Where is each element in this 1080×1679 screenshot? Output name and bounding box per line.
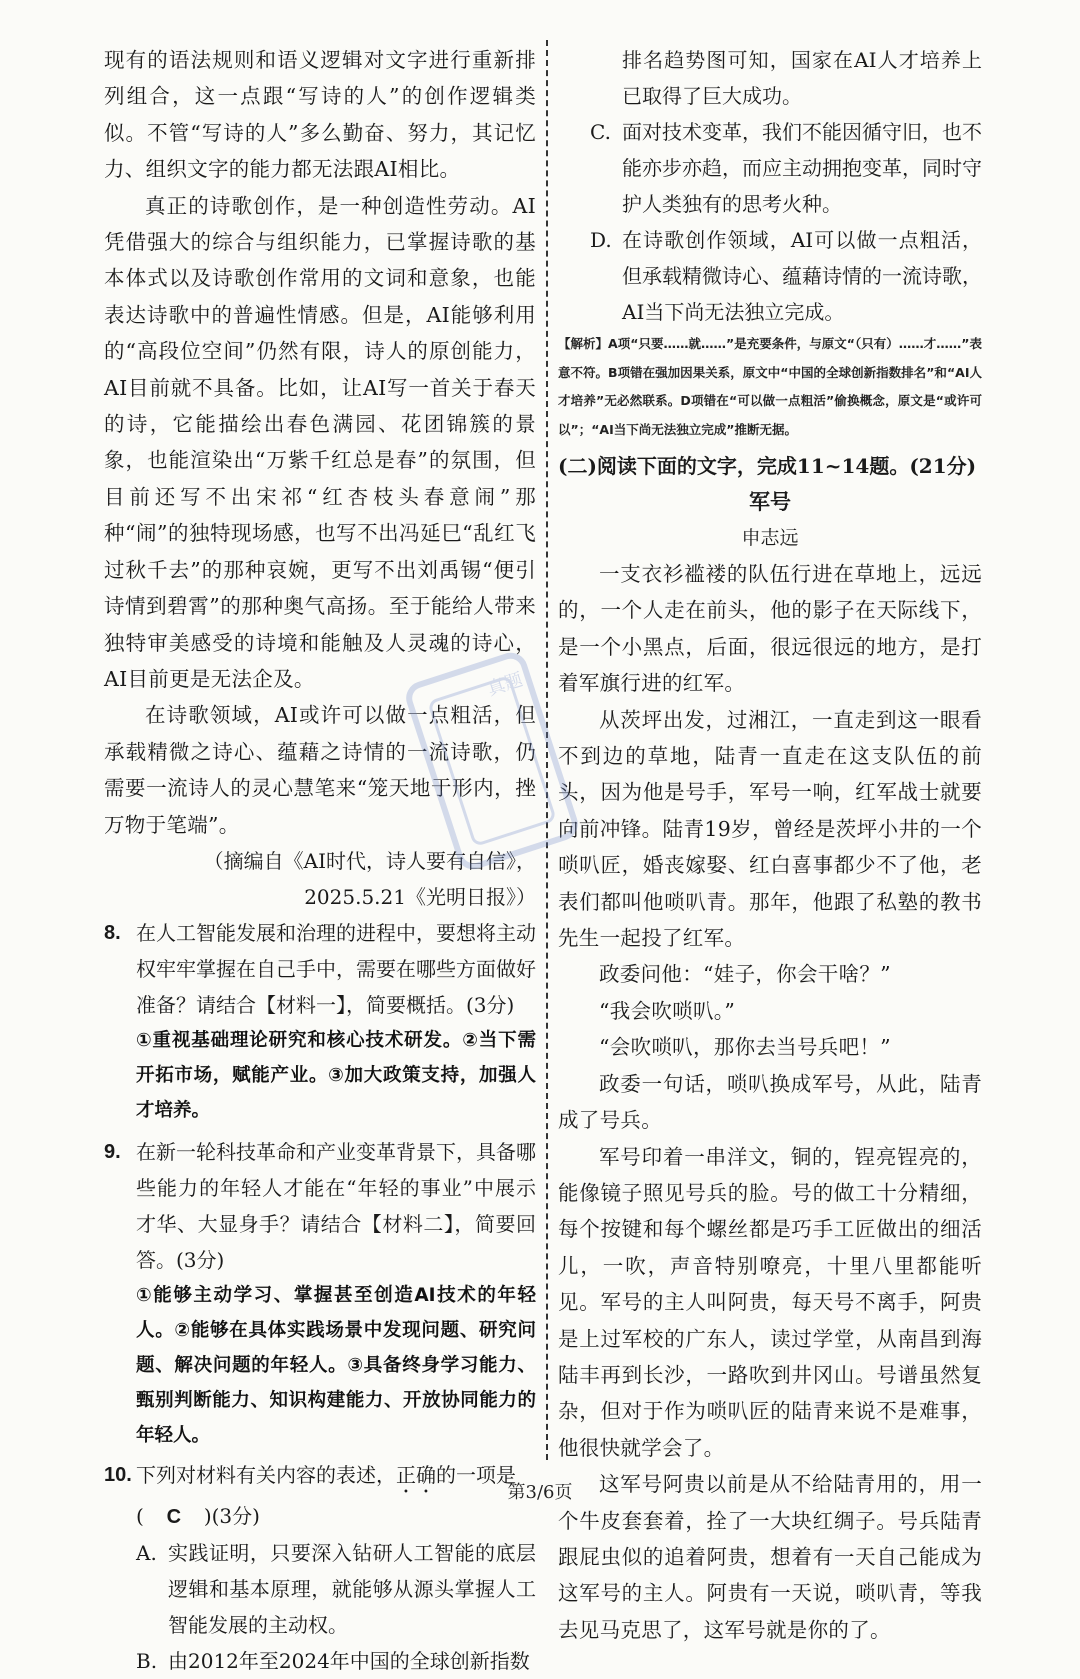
- answer-bracket-open: (: [136, 1503, 144, 1528]
- option-b-text: 由2012年至2024年中国的全球创新指数: [168, 1648, 530, 1673]
- answer-analysis: 【解析】A项“只要……就……”是充要条件，与原文“（只有）……才……”表意不符。B项错在强加因果关系，原文中“中国的全球创新指数排名”和“AI人才培养”无必然联系。D项错在“可以做一点粗活”偷换概念，原文是“或许可以”；“AI当下尚无法独立完成”推断无据。: [558, 336, 982, 437]
- story-paragraph-6: 政委一句话，唢叭换成军号，从此，陆青成了号兵。: [558, 1071, 982, 1133]
- question-9-answer: ①能够主动学习、掌握甚至创造AI技术的年轻人。②能够在具体实践场景中发现问题、研究问题、解决问题的年轻人。③具备终身学习能力、甄别判断能力、知识构建能力、开放协同能力的年轻人。: [136, 1284, 536, 1446]
- watermark-text: 真题: [484, 669, 526, 701]
- question-10-number: 10.: [104, 1463, 132, 1486]
- source-citation-line-1: （摘编自《AI时代，诗人要有自信》，: [203, 848, 536, 873]
- question-8-number: 8.: [104, 921, 121, 944]
- section-heading: (二)阅读下面的文字，完成11~14题。(21分): [558, 454, 977, 478]
- option-b-continued-text: 排名趋势图可知，国家在AI人才培养上已取得了巨大成功。: [622, 48, 982, 108]
- answer-choice: C: [166, 1505, 182, 1528]
- option-d: [590, 222, 982, 330]
- story-paragraph-5: “会吹唢叭，那你去当号兵吧！”: [599, 1035, 891, 1060]
- passage-paragraph-1: 现有的语法规则和语义逻辑对文字进行重新排列组合，这一点跟“写诗的人”的创作逻辑类似。不管“写诗的人”多么勤奋、努力，其记忆力、组织文字的能力都无法跟AI相比。: [104, 48, 536, 182]
- option-c-letter: C.: [590, 120, 611, 144]
- watermark-stamp-icon: [392, 646, 592, 876]
- passage-paragraph-2: 真正的诗歌创作，是一种创造性劳动。AI凭借强大的综合与组织能力，已掌握诗歌的基本体式以及诗歌创作常用的文词和意象，也能表达诗歌中的普遍性情感。但是，AI能够利用的“高段位空间”仍然有限，诗人的原创能力，AI目前就不具备。比如，让AI写一首关于春天的诗，它能描绘出春色满园、花团锦簇的景象，也能渲染出“万紫千红总是春”的氛围，但目前还写不出宋祁“红杏枝头春意闹”那种“闹”的独特现场感，也写不出冯延巳“乱红飞过秋千去”的那种哀婉，更写不出刘禹锡“便引诗情到碧霄”的那种奥气高扬。至于能给人带来独特审美感受的诗境和能触及人灵魂的诗心，AI目前更是无法企及。: [104, 193, 536, 691]
- question-9-text: 在新一轮科技革命和产业变革背景下，具备哪些能力的年轻人才能在“年轻的事业”中展示才华、大显身手？请结合【材料二】，简要回答。(3分): [136, 1139, 536, 1272]
- option-a-text: 实践证明，只要深入钻研人工智能的底层逻辑和基本原理，就能够从源头掌握人工智能发展的主动权。: [168, 1540, 536, 1637]
- question-10-emphasis: 正确: [396, 1462, 436, 1487]
- option-d-letter: D.: [590, 228, 612, 252]
- story-author: 申志远: [741, 527, 799, 549]
- question-8-text: 在人工智能发展和治理的进程中，要想将主动权牢牢掌握在自己手中，需要在哪些方面做好准备？请结合【材料一】，简要概括。(3分): [136, 920, 536, 1017]
- story-paragraph-8: 这军号阿贵以前是从不给陆青用的，用一个牛皮套套着，拴了一大块红绸子。号兵陆青跟屁虫似的追着阿贵，想着有一天自己能成为这军号的主人。阿贵有一天说，唢叭青，等我去见马克思了，这军号就是你的了。: [558, 1472, 982, 1642]
- option-d-text: 在诗歌创作领域，AI可以做一点粗活，但承载精微诗心、蕴藉诗情的一流诗歌，AI当下尚无法独立完成。: [622, 228, 982, 324]
- story-paragraph-4: “我会吹唢叭。”: [599, 998, 736, 1023]
- story-paragraph-1: 一支衣衫褴褛的队伍行进在草地上，远远的，一个人走在前头，他的影子在天际线下，是一个小黑点，后面，很远很远的地方，是打着军旗行进的红军。: [558, 562, 982, 696]
- question-8-answer: ①重视基础理论研究和核心技术研发。②当下需开拓市场，赋能产业。③加大政策支持，加强人才培养。: [136, 1029, 536, 1121]
- story-paragraph-2: 从茨坪出发，过湘江，一直走到这一眼看不到边的草地，陆青一直走在这支队伍的前头，因为他是号手，军号一响，红军战士就要向前冲锋。陆青19岁，曾经是茨坪小井的一个唢叭匠，婚丧嫁娶、红白喜事都少不了他，老表们都叫他唢叭青。那年，他跟了私塾的教书先生一起投了红军。: [558, 707, 982, 951]
- story-paragraph-3: 政委问他：“娃子，你会干啥？”: [599, 962, 891, 987]
- question-9: [104, 1134, 536, 1278]
- option-c-text: 面对技术变革，我们不能因循守旧，也不能亦步亦趋，而应主动拥抱变革，同时守护人类独有的思考火种。: [622, 120, 982, 216]
- story-title: 军号: [749, 489, 791, 514]
- option-b-letter: B.: [136, 1648, 158, 1673]
- page-number: 第3/6页: [507, 1482, 573, 1503]
- option-c: [590, 114, 982, 222]
- question-8: [104, 915, 536, 1023]
- passage-paragraph-3: 在诗歌领域，AI或许可以做一点粗活，但承载精微之诗心、蕴藉之诗情的一流诗歌，仍需要一流诗人的灵心慧笔来“笼天地于形内，挫万物于笔端”。: [104, 703, 536, 837]
- answer-bracket-close: )(3分): [203, 1503, 260, 1528]
- source-citation-line-2: 2025.5.21《光明日报》）: [304, 884, 536, 909]
- question-10-text-after: 的一项是: [436, 1462, 516, 1487]
- question-9-number: 9.: [104, 1140, 121, 1163]
- right-column: [558, 42, 982, 1648]
- option-a: [136, 1535, 536, 1643]
- option-b-continued: [590, 42, 982, 114]
- option-a-letter: A.: [136, 1540, 157, 1565]
- option-b: [136, 1643, 536, 1679]
- question-10-text-before: 下列对材料有关内容的表述，: [136, 1462, 396, 1487]
- story-paragraph-7: 军号印着一串洋文，铜的，锃亮锃亮的，能像镜子照见号兵的脸。号的做工十分精细，每个按键和每个螺丝都是巧手工匠做出的细活儿，一吹，声音特别嘹亮，十里八里都能听见。军号的主人叫阿贵，每天号不离手，阿贵是上过军校的广东人，读过学堂，从南昌到海陆丰再到长沙，一路吹到井冈山。号谱虽然复杂，但对于作为唢叭匠的陆青来说不是难事，他很快就学会了。: [558, 1144, 982, 1460]
